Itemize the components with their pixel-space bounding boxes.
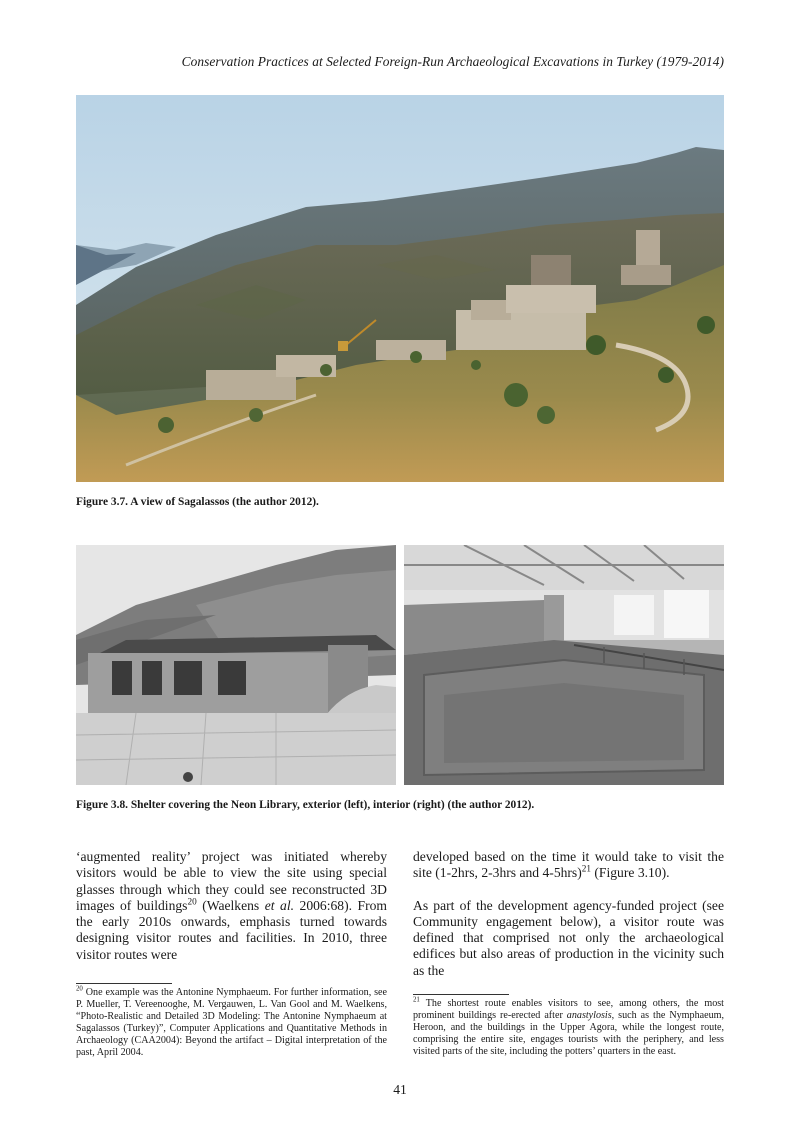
- text-run: 2006:68). From the early 2010s onwards, emphasis turned towards designing visitor routes and facilities. In 2010, three visitor routes were: [76, 897, 387, 962]
- footnote-rule-right: [413, 994, 509, 995]
- figure-3-8-interior-photo: [404, 545, 724, 785]
- page-number: 41: [393, 1082, 407, 1097]
- footnote-number: 21: [413, 996, 420, 1004]
- paragraph: As part of the development agency-funded project (see Community engagement below), a visitor route was defined that comprised not only the archaeological edifices but also areas of production in the vicinity such as the: [413, 897, 724, 978]
- footnote-20: [76, 987, 387, 1060]
- footnote-rule-left: [76, 983, 172, 984]
- footnote-text-italic: anastylosis: [566, 1010, 612, 1022]
- body-right-column: [413, 849, 724, 979]
- figure-3-8-exterior-photo: [76, 545, 396, 785]
- footnote-ref-20: 20: [187, 896, 197, 907]
- figure-3-7-caption: Figure 3.7. A view of Sagalassos (the author 2012).: [76, 496, 319, 508]
- paragraph: [413, 849, 724, 882]
- footnote-text: One example was the Antonine Nymphaeum. For further information, see P. Mueller, T. Vereenooghe, M. Vergauwen, L. Van Gool and M. Waelkens, “Photo-Realistic and Detailed 3D Modeling: The Antonine Nymphaeum at Sagalassos (Turkey)”, Computer Applications and Quantitative Methods in Archaeology (CAA2004): Beyond the artifact – Digital interpretation of the past, April 2004.: [76, 987, 387, 1059]
- footnote-ref-21: 21: [581, 863, 591, 874]
- text-run: developed based on the time it would take to visit the site (1-2hrs, 2-3hrs and 4-5hrs): [413, 849, 724, 881]
- text-run: (Waelkens: [196, 897, 265, 913]
- text-run-italic: et al.: [264, 897, 295, 913]
- footnote-text: The shortest route enables visitors to see, among others, the most prominent buildings re-erected after: [413, 998, 724, 1022]
- footnote-number: 20: [76, 985, 83, 993]
- running-head: Conservation Practices at Selected Foreign-Run Archaeological Excavations in Turkey (1979-2014): [181, 54, 724, 69]
- footnote-text: , such as the Nymphaeum, Heroon, and the buildings in the Upper Agora, while the longest route, comprising the entire site, engages tourists with the periphery, and less visited parts of the site, including the potters’ quarters in the east.: [413, 1010, 724, 1058]
- footnote-21: [413, 998, 724, 1058]
- figure-3-7-photo: [76, 95, 724, 482]
- text-run: (Figure 3.10).: [591, 865, 670, 881]
- paragraph: [76, 849, 387, 963]
- figure-3-8-caption: Figure 3.8. Shelter covering the Neon Library, exterior (left), interior (right) (the author 2012).: [76, 799, 535, 811]
- text-run: ‘augmented reality’ project was initiated whereby visitors would be able to view the site using special glasses through which they could see reconstructed 3D images of buildings: [76, 849, 387, 913]
- body-left-column: [76, 849, 387, 963]
